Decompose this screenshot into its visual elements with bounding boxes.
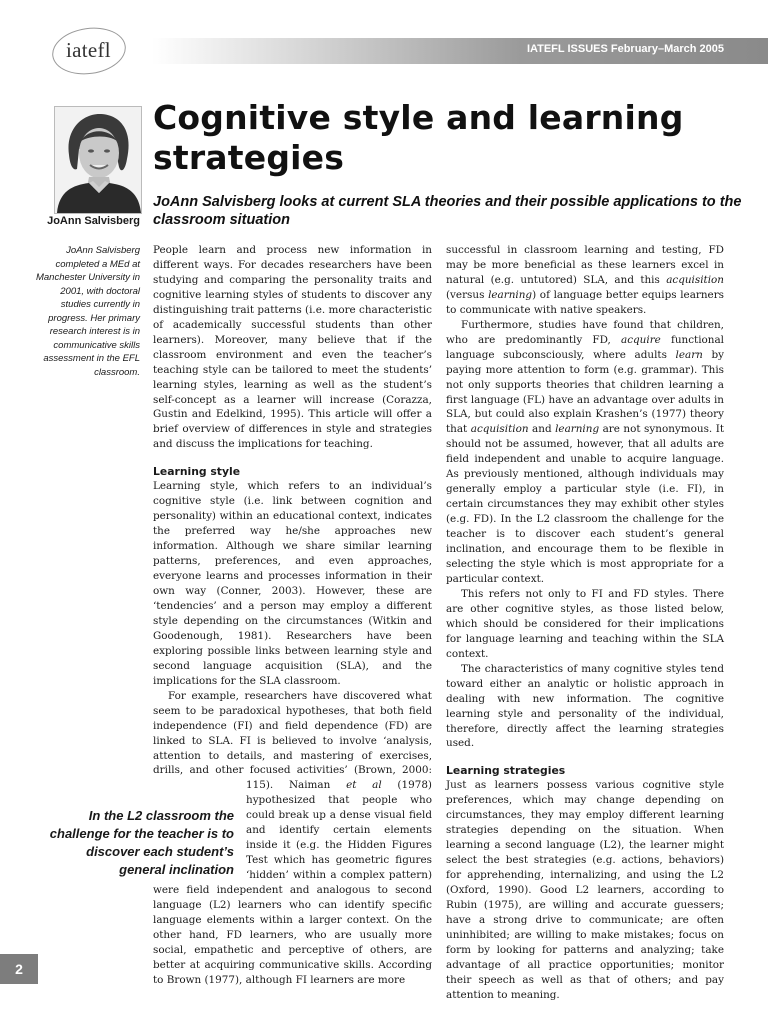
- right-paragraph-3: This refers not only to FI and FD styles. There are other cognitive styles, as those listed below, which should be considered for their implications for language learning and teaching within the SLA context.: [446, 587, 724, 660]
- iatefl-logo: iatefl: [66, 38, 111, 62]
- issue-label: IATEFL ISSUES February–March 2005: [526, 43, 724, 55]
- right-paragraph-4: The characteristics of many cognitive styles tend toward either an analytic or holistic approach in dealing with new information. The cognitive learning style and personality of the individual, therefore, directly affect the learning strategies used.: [446, 662, 724, 750]
- right-paragraph-1: successful in classroom learning and testing, FD may be more beneficial as these learners excel in natural (e.g. untutored) SLA, and this acquisition (versus learning) of language better equips learners to communicate with native speakers.: [446, 244, 725, 316]
- author-photo: [54, 106, 142, 214]
- article-title: Cognitive style and learning strategies: [153, 98, 684, 177]
- author-name: JoAnn Salvisberg: [47, 215, 140, 227]
- right-paragraph-2: Furthermore, studies have found that children, who are predominantly FD, acquire functional language subconsciously, where adults learn by paying more attention to form (e.g. grammar). This not only supports theories that children learning a first language (FL) have an advantage over adults in SLA, but could also explain Krashen’s (1977) theory that acquisition and learning are not synonymous. It should not be assumed, however, that all adults are field independent and unable to acquire language. As previously mentioned, although individuals may generally employ a particular style (i.e. FI), in certain circumstances they may exhibit other styles (e.g. FD). In the L2 classroom the challenge for the teacher is to discover each student’s general inclination, and encourage them to be flexible in selecting the style which is most appropriate for a particular context.: [446, 318, 724, 585]
- left-paragraph-2: Learning style, which refers to an individual’s cognitive style (i.e. link between cognition and personality) within an educational context, indicates the preferred way he/she approaches new information. Although we share similar learning patterns, preferences, and even approaches, everyone learns and processes information in their own way (Conner, 2003). However, these are ‘tendencies’ and a person may employ a different style depending on the circumstances (Witkin and Goodenough, 1981). Researchers have been exploring possible links between learning style and second language acquisition (SLA), and the implications for the SLA classroom.: [153, 480, 432, 687]
- heading-learning-style: Learning style: [153, 465, 241, 479]
- page-number: 2: [0, 954, 38, 984]
- right-paragraph-5: Just as learners possess various cognitive style preferences, which may change depending on circumstances, they may employ different learning strategies depending on the situation. When learning a second language (L2), the learner might select the best strategies (e.g. actions, behaviors) for apprehending, internalizing, and using the L2 (Oxford, 1990). Good L2 learners, according to Rubin (1975), are willing and accurate guessers; have a strong drive to communicate; are often uninhibited; are willing to make mistakes; focus on form by looking for patterns and analyzing; take advantage of all practice opportunities; monitor their speech as well as that of others; and pay attention to meaning.: [446, 779, 724, 1001]
- right-column: [446, 243, 724, 1003]
- author-bio: JoAnn Salvisberg completed a MEd at Manchester University in 2001, with doctoral studies currently in progress. Her primary research interest is in communicative skills assessment in the EFL classroom.: [35, 245, 140, 378]
- article-standfirst: JoAnn Salvisberg looks at current SLA theories and their possible applications to the classroom situation: [153, 194, 742, 228]
- left-paragraph-3: For example, researchers have discovered what seem to be paradoxical hypotheses, that both field independence (FI) and field dependence (FD) are linked to SLA. FI is believed to involve ‘analysis, attention to details, and mastering of exercises, drills, and other focused activities’ (Brown, 2000: 115). Naiman et al (1978) hypothesized that people who could break up a dense visual field and identify certain elements inside it (e.g. the Hidden Figures Test which has geometric figures ‘hidden’ within a complex pattern) were field independent and analogous to second language (L2) learners who can identify specific language elements within a larger context. On the other hand, FD learners, who are usually more social, empathetic and perceptive of others, are better at acquiring communicative skills. According to Brown (1977), although FI learners are more: [153, 689, 432, 986]
- left-paragraph-1: People learn and process new information in different ways. For decades researchers have been studying and comparing the personality traits and cognitive learning styles of students to discover any distinguishing trait patterns (i.e. more characteristic of academically successful students than other learners). Moreover, many believe that if the classroom environment and even the teacher’s teaching style can be tailored to meet the students’ learning styles, learning as well as the student’s self-concept as a learner will increase (Corazza, Gustin and Edelkind, 1995). This article will offer a brief overview of differences in style and strategies and discuss the implications for teaching.: [153, 244, 432, 451]
- pull-quote: In the L2 classroom the challenge for the teacher is to discover each student’s general inclination: [49, 808, 234, 877]
- heading-learning-strategies: Learning strategies: [446, 764, 566, 778]
